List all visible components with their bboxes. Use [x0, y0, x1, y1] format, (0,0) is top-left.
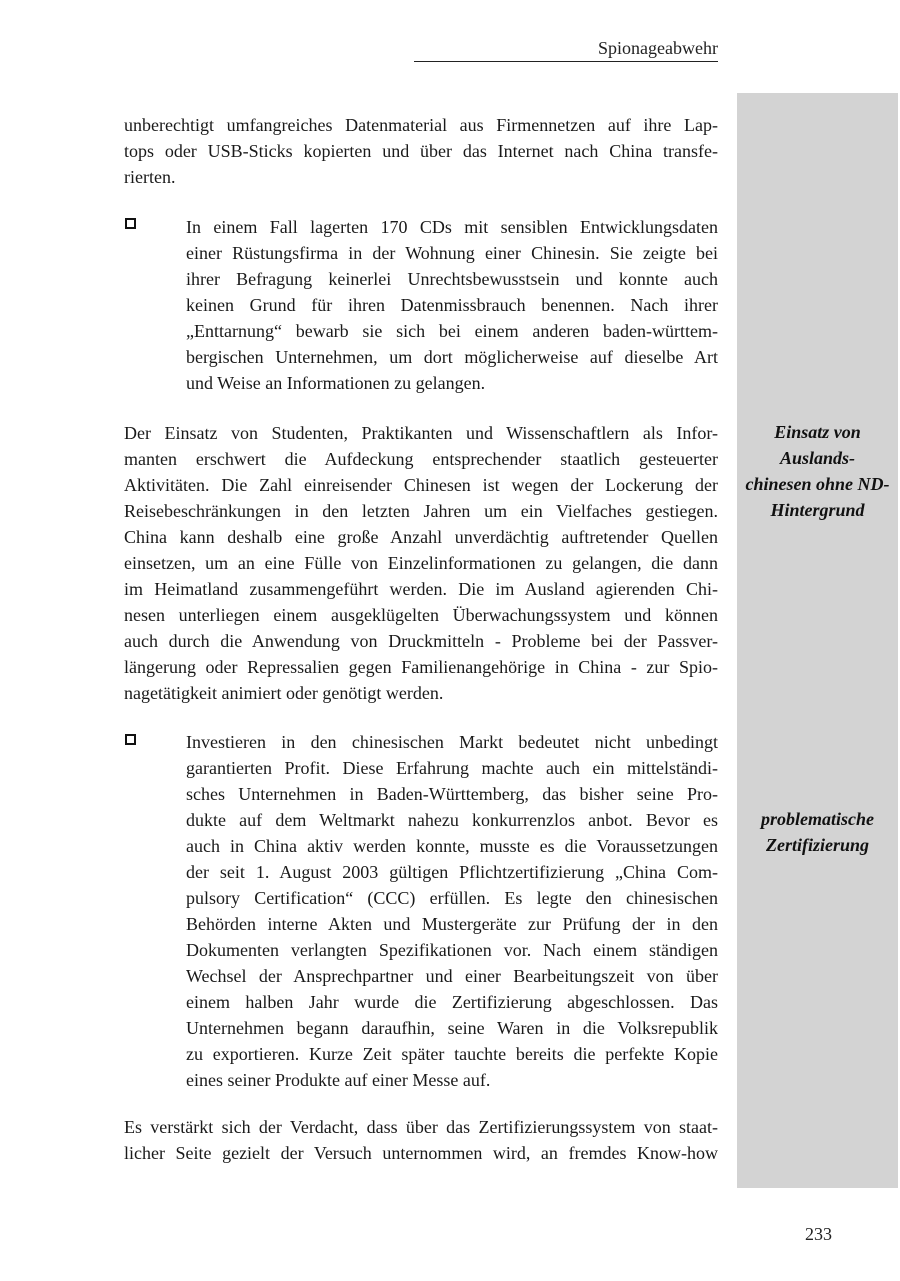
text-line: nesen unterliegen einem ausgeklügelten Überwachungssystem und können [124, 605, 718, 625]
text-line: dukte auf dem Weltmarkt nahezu konkurrenzlos anbot. Bevor es [186, 810, 718, 830]
text-line: der seit 1. August 2003 gültigen Pflichtzertifizierung „China Com- [186, 862, 718, 882]
text-line: einer Rüstungsfirma in der Wohnung einer Chinesin. Sie zeigte bei [186, 243, 718, 263]
text-line: Investieren in den chinesischen Markt bedeutet nicht unbedingt [186, 732, 718, 752]
bullet-paragraph-zertifizierung [186, 729, 718, 1093]
text-line: rierten. [124, 167, 176, 187]
text-line: unberechtigt umfangreiches Datenmaterial aus Firmennetzen auf ihre Lap- [124, 115, 718, 135]
text-line: einsetzen, um an eine Fülle von Einzelinformationen zu gelangen, die dann [124, 553, 718, 573]
bullet-paragraph-cds [186, 214, 718, 396]
text-line: längerung oder Repressalien gegen Familienangehörige in China - zur Spio- [124, 657, 718, 677]
margin-note-line: Zertifizierung [765, 835, 869, 855]
text-line: im Heimatland zusammengeführt werden. Die im Ausland agierenden Chi- [124, 579, 718, 599]
text-line: tops oder USB-Sticks kopierten und über das Internet nach China transfe- [124, 141, 718, 161]
text-line: garantierten Profit. Diese Erfahrung machte auch ein mittelständi- [186, 758, 718, 778]
text-line: einem halben Jahr wurde die Zertifizierung abgeschlossen. Das [186, 992, 718, 1012]
text-line: Der Einsatz von Studenten, Praktikanten und Wissenschaftlern als Infor- [124, 423, 718, 443]
margin-note-line: Hintergrund [770, 500, 865, 520]
text-line: Wechsel der Ansprechpartner und einer Bearbeitungszeit von über [186, 966, 718, 986]
margin-note-line: Auslands- [779, 448, 856, 468]
text-line: China kann deshalb eine große Anzahl unverdächtig auftretender Quellen [124, 527, 718, 547]
margin-sidebar [737, 93, 898, 1188]
margin-note-zertifizierung [737, 806, 898, 858]
text-line: auch durch die Anwendung von Druckmitteln - Probleme bei der Passver- [124, 631, 718, 651]
text-line: ihrer Befragung keinerlei Unrechtsbewusstsein und konnte auch [186, 269, 718, 289]
margin-note-line: problematische [761, 809, 874, 829]
text-line: eines seiner Produkte auf einer Messe auf. [186, 1070, 491, 1090]
text-line: Dokumenten verlangten Spezifikationen vor. Nach einem ständigen [186, 940, 718, 960]
text-line: auch in China aktiv werden konnte, musste es die Voraussetzungen [186, 836, 718, 856]
checkbox-bullet-icon [125, 734, 136, 745]
text-line: bergischen Unternehmen, um dort möglicherweise auf dieselbe Art [186, 347, 718, 367]
text-line: Es verstärkt sich der Verdacht, dass über das Zertifizierungssystem von staat- [124, 1117, 718, 1137]
header-rule [414, 61, 718, 62]
text-line: keinen Grund für ihren Datenmissbrauch benennen. Nach ihrer [186, 295, 718, 315]
checkbox-bullet-icon [125, 218, 136, 229]
text-line: sches Unternehmen in Baden-Württemberg, das bisher seine Pro- [186, 784, 718, 804]
text-line: pulsory Certification“ (CCC) erfüllen. Es legte den chinesischen [186, 888, 718, 908]
text-line: und Weise an Informationen zu gelangen. [186, 373, 486, 393]
margin-note-auslandschinesen [737, 419, 898, 523]
text-line: Unternehmen begann daraufhin, seine Waren in die Volksrepublik [186, 1018, 718, 1038]
margin-note-line: chinesen ohne ND- [745, 474, 890, 494]
text-line: zu exportieren. Kurze Zeit später tauchte bereits die perfekte Kopie [186, 1044, 718, 1064]
paragraph-intro [124, 112, 718, 190]
page-number: 233 [805, 1224, 832, 1244]
text-line: nagetätigkeit animiert oder genötigt werden. [124, 683, 444, 703]
paragraph-studenten [124, 420, 718, 706]
text-line: manten erschwert die Aufdeckung entsprechender staatlich gesteuerter [124, 449, 718, 469]
text-line: Behörden interne Akten und Mustergeräte zur Prüfung der in den [186, 914, 718, 934]
margin-note-line: Einsatz von [774, 422, 861, 442]
paragraph-verdacht [124, 1114, 718, 1166]
running-header: Spionageabwehr [598, 38, 718, 58]
text-line: „Enttarnung“ bewarb sie sich bei einem anderen baden-württem- [186, 321, 718, 341]
text-line: Aktivitäten. Die Zahl einreisender Chinesen ist wegen der Lockerung der [124, 475, 718, 495]
text-line: licher Seite gezielt der Versuch unternommen wird, an fremdes Know-how [124, 1143, 718, 1163]
text-line: In einem Fall lagerten 170 CDs mit sensiblen Entwicklungsdaten [186, 217, 718, 237]
text-line: Reisebeschränkungen in den letzten Jahren um ein Vielfaches gestiegen. [124, 501, 718, 521]
